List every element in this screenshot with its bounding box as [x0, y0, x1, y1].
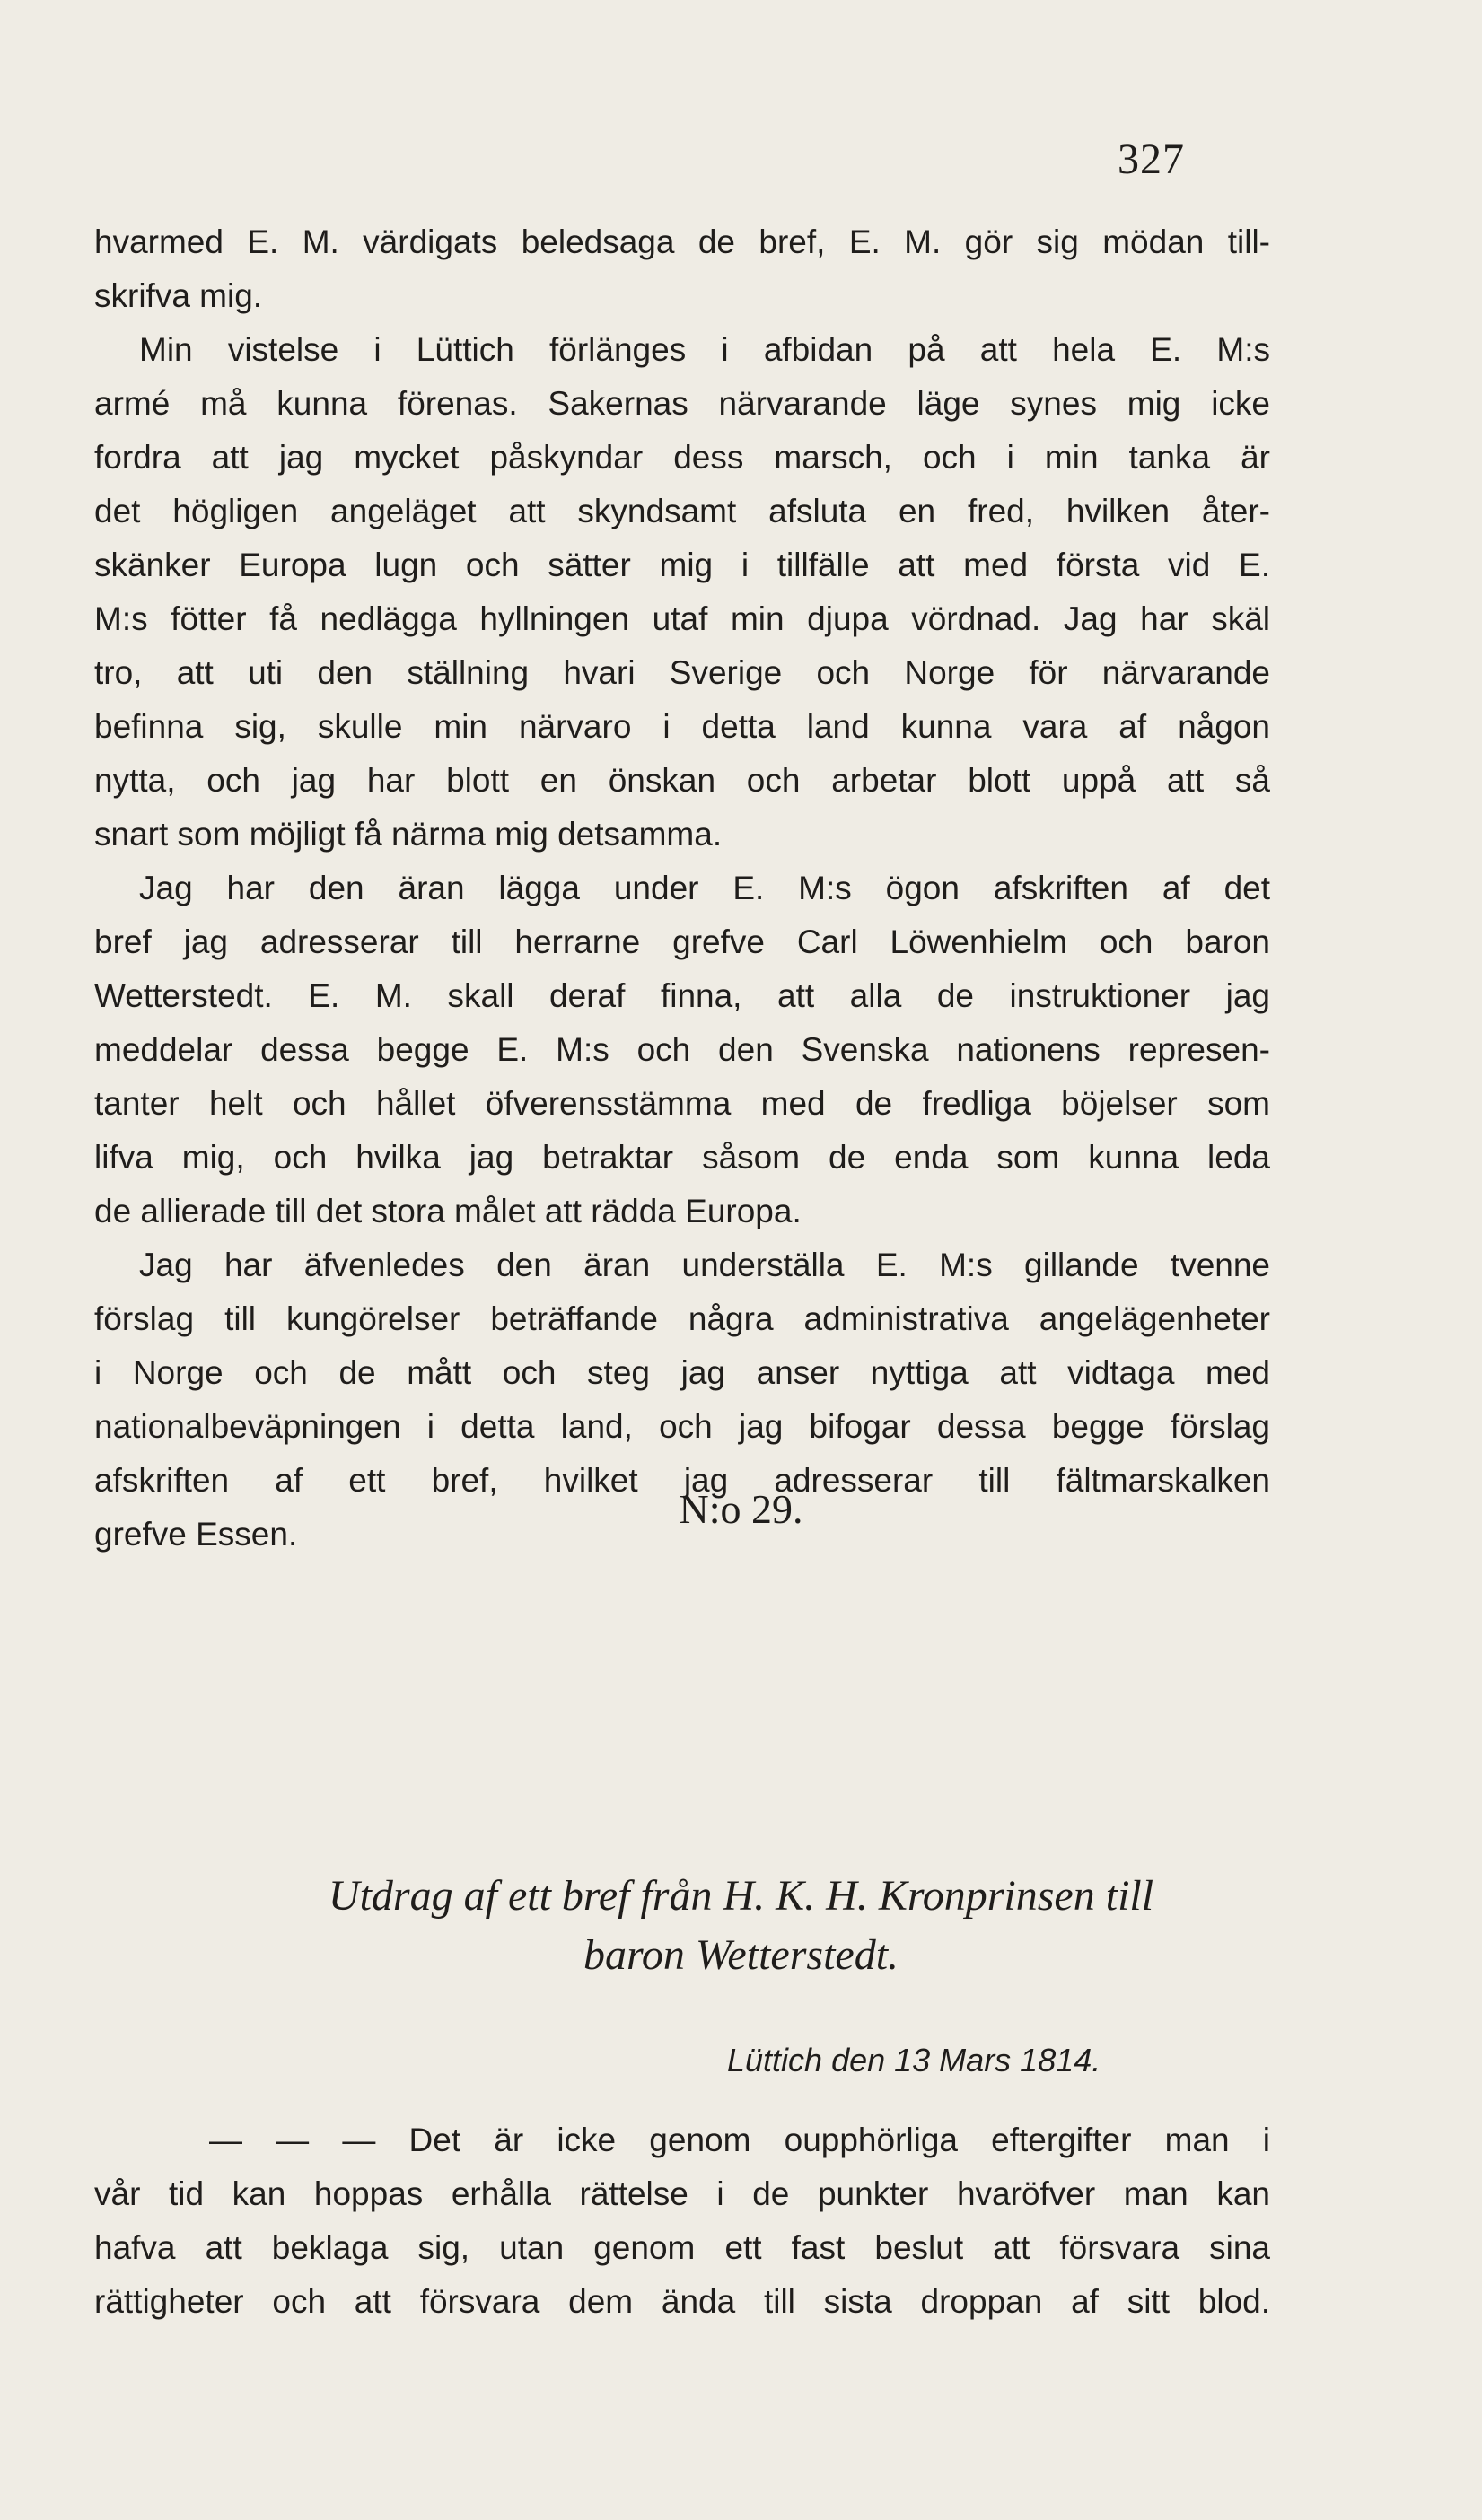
- text-line: nationalbeväpningen i detta land, och jag bifogar dessa begge förslag: [94, 1408, 1270, 1445]
- text-line: Jag har den äran lägga under E. M:s ögon afskriften af det: [139, 870, 1270, 906]
- text-line: grefve Essen.: [94, 1516, 298, 1553]
- dateline: Lüttich den 13 Mars 1814.: [727, 2042, 1101, 2078]
- letter-line: hafva att beklaga sig, utan genom ett fast beslut att försvara sina: [94, 2229, 1270, 2266]
- text-line: Wetterstedt. E. M. skall deraf finna, att alla de instruktioner jag: [94, 977, 1270, 1014]
- text-line: fordra att jag mycket påskyndar dess marsch, och i min tanka är: [94, 439, 1270, 476]
- section-heading: N:o 29.: [679, 1486, 803, 1532]
- text-line: de allierade till det stora målet att rädda Europa.: [94, 1193, 802, 1229]
- letter-title-line: Utdrag af ett bref från H. K. H. Kronprinsen till: [328, 1872, 1154, 1920]
- text-line: nytta, och jag har blott en önskan och arbetar blott uppå att så: [94, 762, 1270, 799]
- letter-line: — — — Det är icke genom oupphörliga eftergifter man i: [209, 2122, 1270, 2158]
- text-line: hvarmed E. M. värdigats beledsaga de bref, E. M. gör sig mödan till-: [94, 223, 1270, 260]
- text-line: skänker Europa lugn och sätter mig i tillfälle att med första vid E.: [94, 547, 1270, 583]
- letter-line: vår tid kan hoppas erhålla rättelse i de punkter hvaröfver man kan: [94, 2175, 1270, 2212]
- text-line: armé må kunna förenas. Sakernas närvarande läge synes mig icke: [94, 385, 1270, 422]
- text-line: förslag till kungörelser beträffande några administrativa angelägenheter: [94, 1300, 1270, 1337]
- text-line: skrifva mig.: [94, 277, 263, 314]
- text-line: M:s fötter få nedlägga hyllningen utaf min djupa vördnad. Jag har skäl: [94, 600, 1270, 637]
- text-line: befinna sig, skulle min närvaro i detta land kunna vara af någon: [94, 708, 1270, 745]
- text-line: tro, att uti den ställning hvari Sverige och Norge för närvarande: [94, 654, 1270, 691]
- text-line: Min vistelse i Lüttich förlänges i afbidan på att hela E. M:s: [139, 331, 1270, 368]
- text-line: bref jag adresserar till herrarne grefve Carl Löwenhielm och baron: [94, 923, 1270, 960]
- letter-title: [0, 1872, 1482, 1985]
- text-line: afskriften af ett bref, hvilket jag adresserar till fältmarskalken: [94, 1462, 1270, 1499]
- text-line: Jag har äfvenledes den äran underställa E. M:s gillande tvenne: [139, 1247, 1270, 1283]
- text-line: snart som möjligt få närma mig detsamma.: [94, 816, 723, 853]
- letter-excerpt: [94, 2113, 1270, 2329]
- text-line: tanter helt och hållet öfverensstämma med de fredliga böjelser som: [94, 1085, 1270, 1122]
- text-line: i Norge och de mått och steg jag anser nyttiga att vidtaga med: [94, 1354, 1270, 1391]
- page-number: 327: [1118, 136, 1185, 183]
- text-line: det högligen angeläget att skyndsamt afsluta en fred, hvilken åter-: [94, 493, 1270, 529]
- letter-line: rättigheter och att försvara dem ända till sista droppan af sitt blod.: [94, 2283, 1270, 2320]
- text-line: lifva mig, och hvilka jag betraktar såsom de enda som kunna leda: [94, 1139, 1270, 1176]
- body-text: [94, 215, 1270, 1562]
- text-line: meddelar dessa begge E. M:s och den Svenska nationens represen-: [94, 1031, 1270, 1068]
- letter-title-line: baron Wetterstedt.: [583, 1931, 899, 1979]
